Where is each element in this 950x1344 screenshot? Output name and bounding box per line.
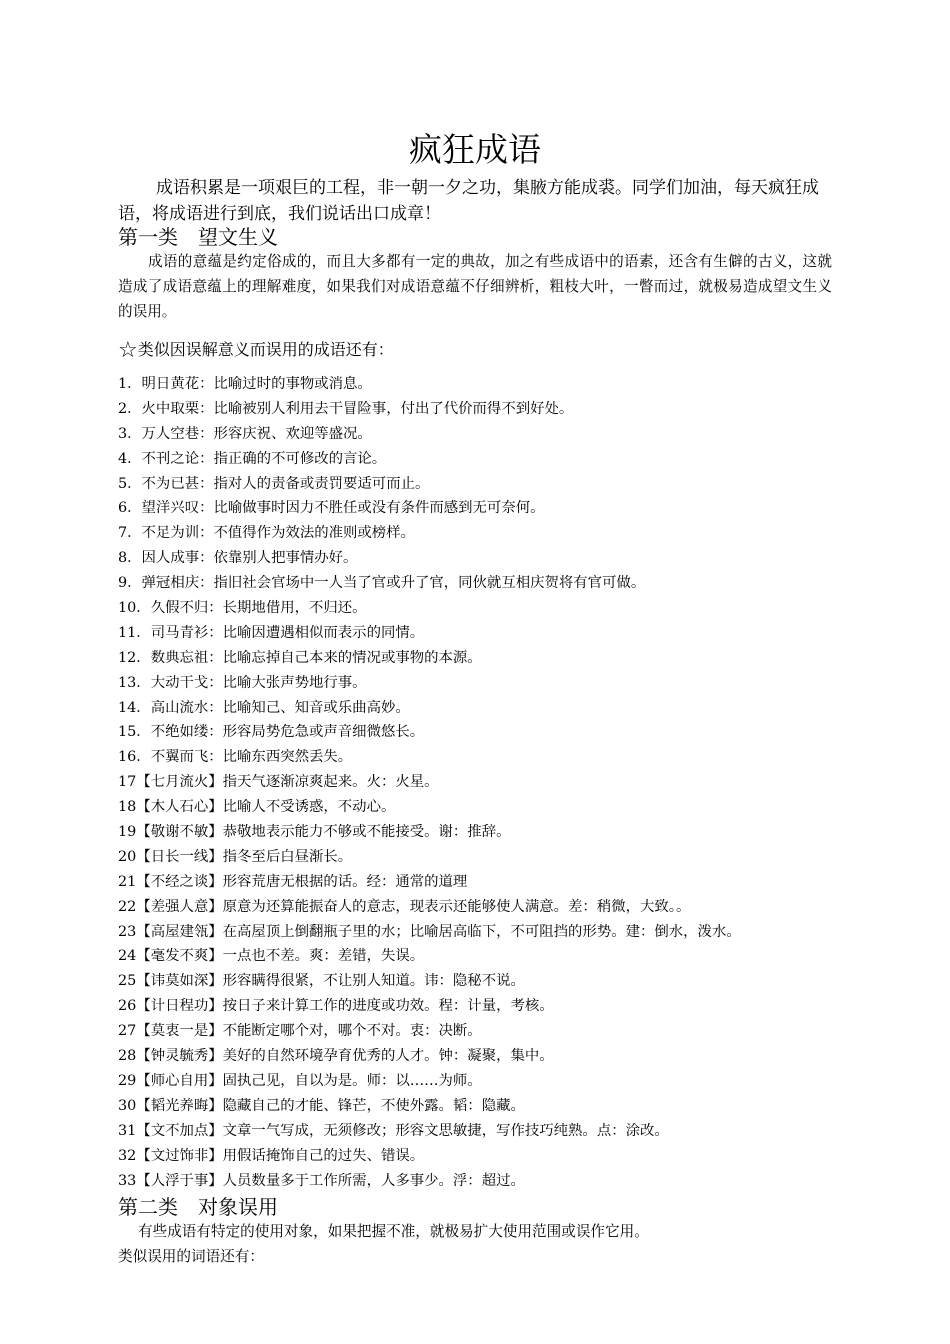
list-item: 18【木人石心】比喻人不受诱惑，不动心。 bbox=[118, 799, 396, 816]
section2-heading: 第二类 对象误用 bbox=[118, 1195, 278, 1219]
similar-idioms-heading bbox=[118, 338, 394, 363]
list-item: 12．数典忘祖：比喻忘掉自己本来的情况或事物的本源。 bbox=[118, 649, 482, 666]
list-item: 16．不翼而飞：比喻东西突然丢失。 bbox=[118, 749, 353, 766]
list-item: 1．明日黄花：比喻过时的事物或消息。 bbox=[118, 376, 372, 392]
section2-list-heading: 类似误用的词语还有： bbox=[118, 1248, 264, 1265]
list-item: 30【韬光养晦】隐藏自己的才能、锋芒，不使外露。韬：隐藏。 bbox=[118, 1097, 525, 1114]
intro-paragraph: 成语积累是一项艰巨的工程，非一朝一夕之功，集腋方能成裘。同学们加油，每天疯狂成语，将成语进行到底，我们说话出口成章！ bbox=[118, 178, 819, 224]
section2-paragraph: 有些成语有特定的使用对象，如果把握不准，就极易扩大使用范围或误作它用。 bbox=[138, 1223, 649, 1240]
list-item: 27【莫衷一是】不能断定哪个对，哪个不对。衷：决断。 bbox=[118, 1023, 482, 1040]
list-item: 31【文不加点】文章一气写成，无须修改；形容文思敏捷，写作技巧纯熟。点：涂改。 bbox=[118, 1122, 669, 1139]
list-item: 3．万人空巷：形容庆祝、欢迎等盛况。 bbox=[118, 425, 372, 442]
list-item: 2．火中取栗：比喻被别人利用去干冒险事，付出了代价而得不到好处。 bbox=[118, 400, 574, 417]
section1-paragraph: 成语的意蕴是约定俗成的，而且大多都有一定的典故，加之有些成语中的语素，还含有生僻的古义，这就造成了成语意蕴上的理解难度，如果我们对成语意蕴不仔细辨析，粗枝大叶，一瞥而过，就极易造成望文生义的误用。 bbox=[118, 253, 832, 320]
star-outline-icon: ☆ bbox=[118, 338, 138, 363]
list-item: 9．弹冠相庆：指旧社会官场中一人当了官或升了官，同伙就互相庆贺将有官可做。 bbox=[118, 575, 646, 592]
section1-heading: 第一类 望文生义 bbox=[118, 225, 278, 249]
list-item: 8．因人成事：依靠别人把事情办好。 bbox=[118, 550, 358, 567]
list-item: 14．高山流水：比喻知己、知音或乐曲高妙。 bbox=[118, 699, 410, 716]
document-title: 疯狂成语 bbox=[409, 130, 541, 169]
list-item: 33【人浮于事】人员数量多于工作所需，人多事少。浮：超过。 bbox=[118, 1172, 525, 1189]
list-item: 24【毫发不爽】一点也不差。爽：差错，失误。 bbox=[118, 948, 425, 965]
list-item: 21【不经之谈】形容荒唐无根据的话。经：通常的道理 bbox=[118, 873, 468, 890]
list-item: 26【计日程功】按日子来计算工作的进度或功效。程：计量，考核。 bbox=[118, 998, 554, 1015]
list-item: 17【七月流火】指天气逐渐凉爽起来。火：火星。 bbox=[118, 774, 439, 791]
list-item: 13．大动干戈：比喻大张声势地行事。 bbox=[118, 674, 367, 691]
list-item: 4．不刊之论：指正确的不可修改的言论。 bbox=[118, 450, 387, 467]
list-item: 29【师心自用】固执己见，自以为是。师：以……为师。 bbox=[118, 1072, 482, 1089]
list-item: 23【高屋建瓴】在高屋顶上倒翻瓶子里的水；比喻居高临下，不可阻挡的形势。建：倒水，泼水。 bbox=[118, 923, 741, 940]
list-item: 19【敬谢不敏】恭敬地表示能力不够或不能接受。谢：推辞。 bbox=[118, 824, 511, 841]
list-item: 10．久假不归：长期地借用，不归还。 bbox=[118, 600, 367, 617]
similar-idioms-heading-text: 类似因误解意义而误用的成语还有： bbox=[137, 340, 394, 359]
list-item: 5．不为已甚：指对人的责备或责罚要适可而止。 bbox=[118, 475, 430, 492]
list-item: 20【日长一线】指冬至后白昼渐长。 bbox=[118, 848, 353, 865]
list-item: 6．望洋兴叹：比喻做事时因力不胜任或没有条件而感到无可奈何。 bbox=[118, 500, 545, 517]
list-item: 25【讳莫如深】形容瞒得很紧，不让别人知道。讳：隐秘不说。 bbox=[118, 973, 525, 990]
list-item: 7．不足为训：不值得作为效法的准则或榜样。 bbox=[118, 525, 415, 542]
idiom-list bbox=[118, 372, 832, 1193]
list-item: 11．司马青衫：比喻因遭遇相似而表示的同情。 bbox=[118, 624, 425, 641]
list-item: 15．不绝如缕：形容局势危急或声音细微悠长。 bbox=[118, 724, 425, 741]
list-item: 28【钟灵毓秀】美好的自然环境孕育优秀的人才。钟：凝聚，集中。 bbox=[118, 1048, 554, 1065]
list-item: 32【文过饰非】用假话掩饰自己的过失、错误。 bbox=[118, 1147, 425, 1164]
list-item: 22【差强人意】原意为还算能振奋人的意志，现表示还能够使人满意。差：稍微，大致。。 bbox=[118, 898, 691, 915]
